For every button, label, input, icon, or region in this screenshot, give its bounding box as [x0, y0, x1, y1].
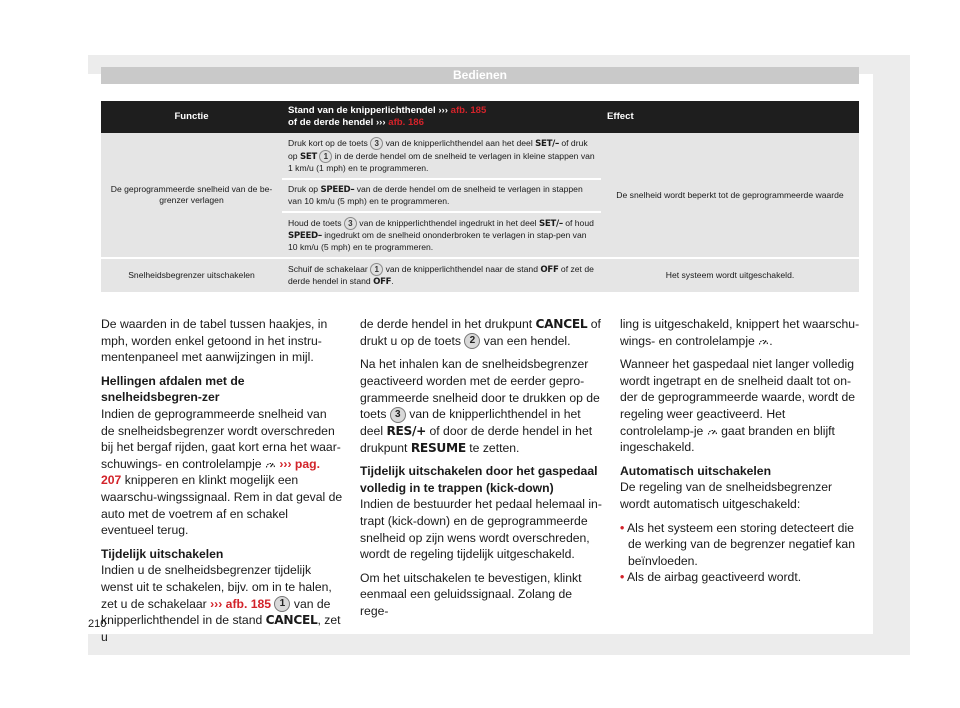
key-cancel: CANCEL: [265, 613, 318, 628]
text: of drukt u op de toets: [360, 317, 601, 348]
text: Als het systeem een storing detecteert die de werking van de begrenzer negatief kan beïnvloeden.: [627, 520, 855, 568]
text: Als de airbag geactiveerd wordt.: [627, 570, 802, 585]
cell-stand-c: [282, 212, 601, 258]
key-speed-minus: SPEED–: [320, 185, 355, 195]
key-set-minus: SET/–: [538, 218, 563, 229]
function-table: [101, 101, 859, 294]
subheading-automatisch: Automatisch uitschakelen: [620, 463, 772, 478]
callout-1: 1: [274, 596, 290, 612]
text: van de knipperlichthendel in het deel: [360, 407, 581, 438]
text: gaat branden en blijft ingeschakeld.: [620, 423, 835, 455]
callout-1: 1: [319, 150, 332, 163]
callout-2: 2: [464, 333, 480, 349]
paragraph: De waarden in de tabel tussen haakjes, in mph, worden enkel getoond in het instru-mentenpaneel met aanwijzingen in mijl.: [101, 317, 328, 365]
text: of houd: [565, 217, 594, 228]
table-row: [101, 133, 859, 179]
paragraph: [101, 562, 343, 645]
header-functie: Functie: [101, 101, 282, 133]
text: Schuif de schakelaar: [288, 263, 368, 274]
key-set-minus: SET/–: [535, 138, 559, 149]
key-off: OFF: [540, 264, 559, 275]
ref-pag-207[interactable]: pag. 207: [101, 456, 320, 488]
speedometer-lamp-icon: [758, 337, 769, 346]
ref-afb-185[interactable]: afb. 185: [450, 105, 487, 116]
ref-arrow: ›››: [438, 105, 448, 116]
text: in de derde hendel om de snelheid te verlagen in kleine stappen van 1 km/u (1 mph) en te programmeren.: [288, 150, 595, 173]
paragraph: [620, 316, 860, 349]
cell-functie-uitschakelen: Snelheidsbegrenzer uitschakelen: [101, 258, 282, 293]
ref-arrow: ›››: [210, 596, 223, 611]
text: van de derde hendel om de snelheid te verlagen in stappen van 10 km/u (5 mph) en te programmeren.: [288, 184, 583, 206]
ref-arrow: ›››: [375, 117, 386, 128]
text: van de knipperlichthendel in de stand: [101, 596, 331, 628]
subheading-hellingen: Hellingen afdalen met de snelheidsbegren-zer: [101, 373, 245, 405]
header-stand: [282, 101, 601, 133]
side-margin: [873, 74, 910, 634]
callout-3: 3: [344, 217, 357, 230]
paragraph: [101, 406, 343, 539]
paragraph: Om het uitschakelen te bevestigen, klinkt eenmaal een geluidssignaal. Zolang de rege-: [360, 570, 582, 618]
text: knipperen en klinkt mogelijk een waarschu-wingssignaal. Rem in dat geval de auto met de voetrem af en schakel eventueel terug.: [101, 473, 343, 538]
text: van een hendel.: [483, 333, 571, 348]
text: of zet de derde hendel in stand: [288, 263, 594, 286]
cell-stand-off: [282, 258, 601, 293]
paragraph: Indien de bestuurder het pedaal helemaal in-trapt (kick-down) en de geprogrammeerde snelheid op zijn wens wordt overschreden, wordt de regeling tijdelijk uitgeschakeld.: [360, 497, 602, 562]
text: ling is uitgeschakeld, knippert het waarschu-wings- en controlelampje: [620, 317, 860, 348]
speedometer-lamp-icon: [265, 460, 276, 469]
bullet-item: [620, 520, 860, 570]
text: .: [391, 276, 394, 286]
key-set: SET: [299, 151, 317, 162]
text: ingedrukt om de snelheid ononderbroken te verlagen in stap-pen van 10 km/u (5 mph) en te programmeren.: [288, 230, 587, 252]
header-stand-line2: of de derde hendel: [288, 117, 374, 128]
text: Houd de toets: [288, 217, 342, 228]
key-resume: RESUME: [410, 440, 466, 455]
text: Indien u de snelheidsbegrenzer tijdelijk wenst uit te schakelen, bijv. om in te halen, zet u de schakelaar: [101, 563, 332, 611]
text: of door de derde hendel in het drukpunt: [360, 423, 593, 455]
bullet-icon: •: [620, 570, 625, 585]
cell-effect-verlagen: De snelheid wordt beperkt tot de geprogrammeerde waarde: [601, 133, 859, 258]
paragraph: De regeling van de snelheidsbegrenzer wordt automatisch uitgeschakeld:: [620, 480, 833, 511]
text: Na het inhalen kan de snelheidsbegrenzer geactiveerd worden met de eerder gepro-grammeerde snelheid door te drukken op de toets: [360, 357, 600, 422]
text-column-2: [360, 316, 602, 626]
callout-1: 1: [370, 263, 383, 276]
text: van de knipperlichthendel ingedrukt in het deel: [359, 217, 537, 228]
text-column-1: [101, 316, 343, 652]
cell-stand-a: [282, 133, 601, 179]
subheading-kickdown: Tijdelijk uitschakelen door het gaspedaal volledig in te trappen (kick-down): [360, 464, 598, 495]
ref-afb-185[interactable]: afb. 185: [225, 596, 272, 611]
text: te zetten.: [469, 440, 520, 455]
bullet-icon: •: [620, 520, 625, 535]
text: van de knipperlichthendel aan het deel: [385, 137, 533, 148]
callout-3: 3: [370, 137, 383, 150]
bullet-item: [620, 569, 860, 586]
text-column-3: [620, 316, 860, 593]
key-speed-minus: SPEED–: [288, 231, 322, 241]
paragraph: [360, 316, 602, 349]
cell-functie-verlagen: De geprogrammeerde snelheid van de be-grenzer verlagen: [101, 133, 282, 258]
text: of druk op: [288, 137, 588, 161]
ref-arrow: ›››: [279, 456, 292, 471]
section-header: Bedienen: [101, 67, 859, 84]
paragraph: [620, 356, 860, 456]
text: Druk kort op de toets: [288, 137, 368, 148]
page-number: 210: [88, 618, 107, 630]
speedometer-lamp-icon: [707, 427, 718, 436]
cell-stand-b: [282, 179, 601, 212]
ref-afb-186[interactable]: afb. 186: [388, 117, 424, 128]
key-off: OFF: [373, 277, 392, 287]
text: , zet u: [101, 613, 341, 644]
header-effect: Effect: [601, 101, 859, 133]
text: de derde hendel in het drukpunt: [360, 317, 533, 331]
text: Wanneer het gaspedaal niet langer volledig wordt ingetrapt en de snelheid daalt tot on-der de geprogrammeerde waarde, wordt de regeling weer geactiveerd. Het controlelamp-je: [620, 357, 856, 438]
table-row: [101, 258, 859, 293]
key-cancel: CANCEL: [535, 317, 588, 331]
cell-effect-uitschakelen: Het systeem wordt uitgeschakeld.: [601, 258, 859, 293]
text: van de knipperlichthendel naar de stand: [385, 263, 538, 274]
table-header-row: [101, 101, 859, 133]
callout-3: 3: [390, 407, 406, 423]
text: Druk op: [288, 184, 319, 194]
subheading-tijdelijk: Tijdelijk uitschakelen: [101, 546, 224, 561]
text: Indien de geprogrammeerde snelheid van de snelheidsbegrenzer wordt overschreden bij het bergaf rijden, gaat kort erna het waar-schuwings- en controlelampje: [101, 406, 341, 471]
text: .: [769, 333, 773, 348]
header-stand-line1: Stand van de knipperlichthendel: [288, 105, 436, 116]
key-res-plus: RES/+: [386, 423, 427, 438]
paragraph: [360, 356, 602, 456]
